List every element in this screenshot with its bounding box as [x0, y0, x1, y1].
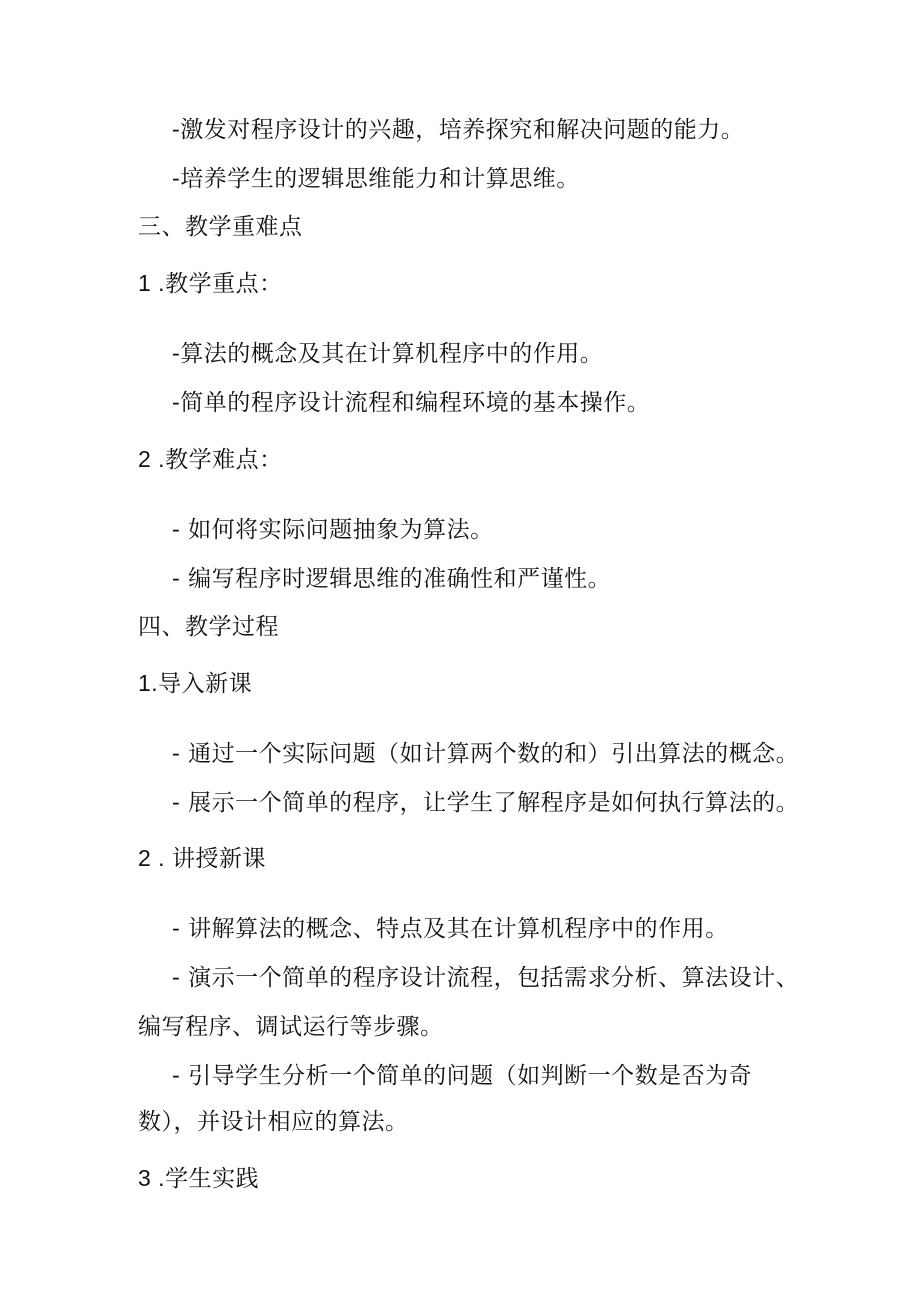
new-lesson-item-analysis: - 引导学生分析一个简单的问题（如判断一个数是否为奇	[172, 1063, 753, 1089]
section-heading-key-points: 三、教学重难点	[138, 214, 303, 240]
difficulty-item-logic: - 编写程序时逻辑思维的准确性和严谨性。	[172, 566, 612, 592]
subheading-introduction: 1.导入新课	[138, 670, 253, 696]
goal-item-thinking: -培养学生的逻辑思维能力和计算思维。	[172, 166, 580, 192]
subheading-student-practice: 3 .学生实践	[138, 1165, 260, 1191]
subheading-new-lesson: 2 . 讲授新课	[138, 845, 266, 871]
subheading-difficulty: 2 .教学难点：	[138, 446, 283, 472]
new-lesson-item-flow: - 演示一个简单的程序设计流程，包括需求分析、算法设计、	[172, 965, 800, 991]
subheading-key-focus: 1 .教学重点：	[138, 270, 283, 296]
key-focus-item-programming: -简单的程序设计流程和编程环境的基本操作。	[172, 390, 651, 416]
key-focus-item-algorithm: -算法的概念及其在计算机程序中的作用。	[172, 341, 604, 367]
goal-item-interest: -激发对程序设计的兴趣，培养探究和解决问题的能力。	[172, 117, 745, 143]
new-lesson-item-concept: - 讲解算法的概念、特点及其在计算机程序中的作用。	[172, 916, 729, 942]
introduction-item-demo: - 展示一个简单的程序，让学生了解程序是如何执行算法的。	[172, 790, 800, 816]
difficulty-item-abstraction: - 如何将实际问题抽象为算法。	[172, 517, 494, 543]
section-heading-process: 四、教学过程	[138, 614, 279, 640]
new-lesson-item-flow-continued: 编写程序、调试运行等步骤。	[138, 1014, 444, 1040]
introduction-item-problem: - 通过一个实际问题（如计算两个数的和）引出算法的概念。	[172, 741, 800, 767]
new-lesson-item-analysis-continued: 数），并设计相应的算法。	[138, 1109, 409, 1135]
